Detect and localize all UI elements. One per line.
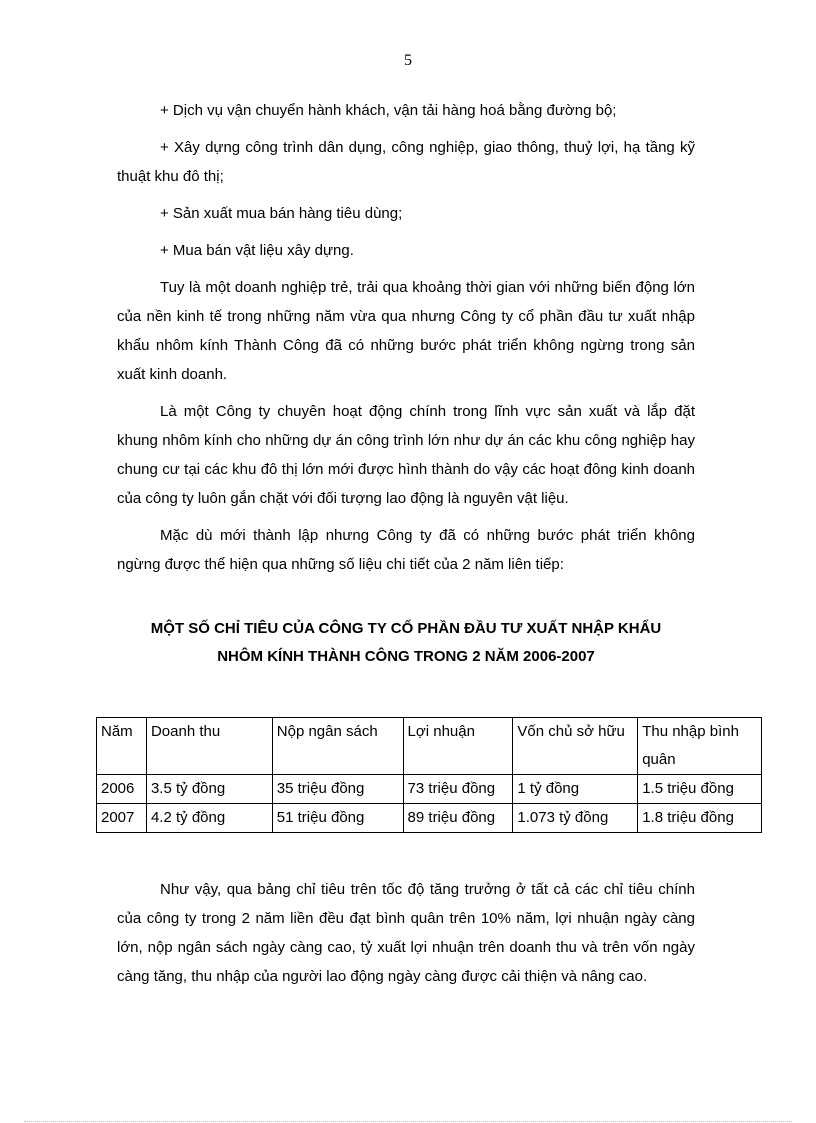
- table-cell: 73 triệu đồng: [403, 775, 513, 804]
- header-cell: Lợi nhuận: [403, 718, 513, 775]
- table-cell: 1.5 triệu đồng: [638, 775, 762, 804]
- header-cell: Nộp ngân sách: [272, 718, 403, 775]
- bullet-item: + Dịch vụ vận chuyển hành khách, vận tải hàng hoá bằng đường bộ;: [160, 102, 617, 119]
- header-cell: Năm: [97, 718, 147, 775]
- document-body: [117, 96, 695, 671]
- body-paragraph: Mặc dù mới thành lập nhưng Công ty đã có những bước phát triển không ngừng được thể hiện qua những số liệu chi tiết của 2 năm liên tiếp:: [117, 527, 695, 573]
- bullet-item: + Xây dựng công trình dân dụng, công nghiệp, giao thông, thuỷ lợi, hạ tầng kỹ thuật khu đô thị;: [117, 139, 695, 185]
- table-row: [97, 775, 762, 804]
- conclusion-section: [117, 875, 695, 999]
- header-cell: Thu nhập bình quân: [638, 718, 762, 775]
- table-row: [97, 804, 762, 833]
- table-title-line: MỘT SỐ CHỈ TIÊU CỦA CÔNG TY CỔ PHẦN ĐẦU TƯ XUẤT NHẬP KHẨU: [150, 620, 662, 637]
- table-title-line: NHÔM KÍNH THÀNH CÔNG TRONG 2 NĂM 2006-2007: [217, 648, 595, 665]
- header-cell: Vốn chủ sở hữu: [513, 718, 638, 775]
- table-cell: 1 tỷ đồng: [513, 775, 638, 804]
- table-cell: 2006: [97, 775, 147, 804]
- table-title: [117, 615, 695, 671]
- bullet-item: + Mua bán vật liệu xây dựng.: [160, 242, 354, 259]
- conclusion-paragraph: Như vậy, qua bảng chỉ tiêu trên tốc độ tăng trưởng ở tất cả các chỉ tiêu chính của công ty trong 2 năm liền đều đạt bình quân trên 10% năm, lợi nhuận ngày càng lớn, nộp ngân sách ngày càng cao, tỷ xuất lợi nhuận trên doanh thu và trên vốn ngày càng tăng, thu nhập của người lao động ngày càng được cải thiện và nâng cao.: [117, 881, 695, 985]
- table-cell: 35 triệu đồng: [272, 775, 403, 804]
- table-cell: 3.5 tỷ đồng: [146, 775, 272, 804]
- body-paragraph: Tuy là một doanh nghiệp trẻ, trải qua khoảng thời gian với những biến động lớn của nền kinh tế trong những năm vừa qua nhưng Công ty cổ phần đầu tư xuất nhập khẩu nhôm kính Thành Công đã có những bước phát triển không ngừng trong sản xuất kinh doanh.: [117, 279, 695, 383]
- table-cell: 1.073 tỷ đồng: [513, 804, 638, 833]
- indicators-table: [96, 717, 762, 833]
- table-cell: 4.2 tỷ đồng: [146, 804, 272, 833]
- bullet-item: + Sản xuất mua bán hàng tiêu dùng;: [160, 205, 403, 222]
- table-header-row: [97, 718, 762, 775]
- page-number: 5: [404, 52, 412, 69]
- body-paragraph: Là một Công ty chuyên hoạt động chính trong lĩnh vực sản xuất và lắp đặt khung nhôm kính cho những dự án công trình lớn như dự án các khu công nghiệp hay chung cư tại các khu đô thị lớn mới được hình thành do vậy các hoạt đông kinh doanh của công ty luôn gắn chặt với đối tượng lao động là nguyên vật liệu.: [117, 403, 695, 507]
- table-cell: 2007: [97, 804, 147, 833]
- page-bottom-divider: [24, 1121, 792, 1122]
- table-cell: 1.8 triệu đồng: [638, 804, 762, 833]
- table-cell: 51 triệu đồng: [272, 804, 403, 833]
- table-cell: 89 triệu đồng: [403, 804, 513, 833]
- header-cell: Doanh thu: [146, 718, 272, 775]
